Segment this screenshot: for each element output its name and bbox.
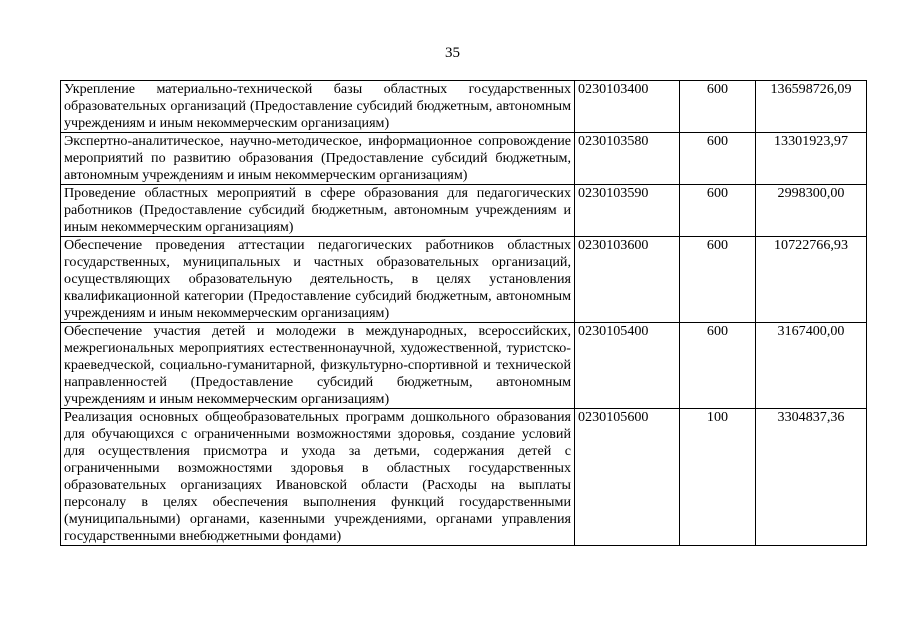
expense-type-code: 600 [680, 81, 756, 133]
budget-table [60, 80, 867, 546]
amount: 10722766,93 [756, 237, 867, 323]
table-row [61, 323, 867, 409]
amount: 2998300,00 [756, 185, 867, 237]
target-article-code: 0230103600 [575, 237, 680, 323]
expense-type-code: 600 [680, 237, 756, 323]
expense-description: Экспертно-аналитическое, научно-методическое, информационное сопровождение мероприятий по развитию образования (Предоставление субсидий бюджетным, автономным учреждениям и иным некоммерческим организациям) [61, 133, 575, 185]
expense-description: Реализация основных общеобразовательных программ дошкольного образования для обучающихся с ограниченными возможностями здоровья, создание условий для осуществления присмотра и ухода за детьми, содержания детей с ограниченными возможностями здоровья в областных государственных образовательных организациях Ивановской области (Расходы на выплаты персоналу в целях обеспечения выполнения функций государственными (муниципальными) органами, казенными учреждениями, органами управления государственными внебюджетными фондами) [61, 409, 575, 546]
amount: 3304837,36 [756, 409, 867, 546]
expense-description: Укрепление материально-технической базы областных государственных образовательных организаций (Предоставление субсидий бюджетным, автономным учреждениям и иным некоммерческим организациям) [61, 81, 575, 133]
expense-description: Обеспечение проведения аттестации педагогических работников областных государственных, муниципальных и частных образовательных организаций, осуществляющих образовательную деятельность, в целях установления квалификационной категории (Предоставление субсидий бюджетным, автономным учреждениям и иным некоммерческим организациям) [61, 237, 575, 323]
amount: 13301923,97 [756, 133, 867, 185]
expense-type-code: 100 [680, 409, 756, 546]
expense-type-code: 600 [680, 133, 756, 185]
target-article-code: 0230103580 [575, 133, 680, 185]
table-row [61, 185, 867, 237]
expense-type-code: 600 [680, 323, 756, 409]
target-article-code: 0230103590 [575, 185, 680, 237]
target-article-code: 0230105400 [575, 323, 680, 409]
amount: 3167400,00 [756, 323, 867, 409]
expense-type-code: 600 [680, 185, 756, 237]
amount: 136598726,09 [756, 81, 867, 133]
table-row [61, 409, 867, 546]
expense-description: Обеспечение участия детей и молодежи в международных, всероссийских, межрегиональных мероприятиях естественнонаучной, художественной, туристско-краеведческой, социально-гуманитарной, физкультурно-спортивной и технической направленностей (Предоставление субсидий бюджетным, автономным учреждениям и иным некоммерческим организациям) [61, 323, 575, 409]
table-row [61, 81, 867, 133]
page-number: 35 [445, 45, 460, 61]
table-row [61, 237, 867, 323]
table-row [61, 133, 867, 185]
target-article-code: 0230105600 [575, 409, 680, 546]
expense-description: Проведение областных мероприятий в сфере образования для педагогических работников (Предоставление субсидий бюджетным, автономным учреждениям и иным некоммерческим организациям) [61, 185, 575, 237]
target-article-code: 0230103400 [575, 81, 680, 133]
